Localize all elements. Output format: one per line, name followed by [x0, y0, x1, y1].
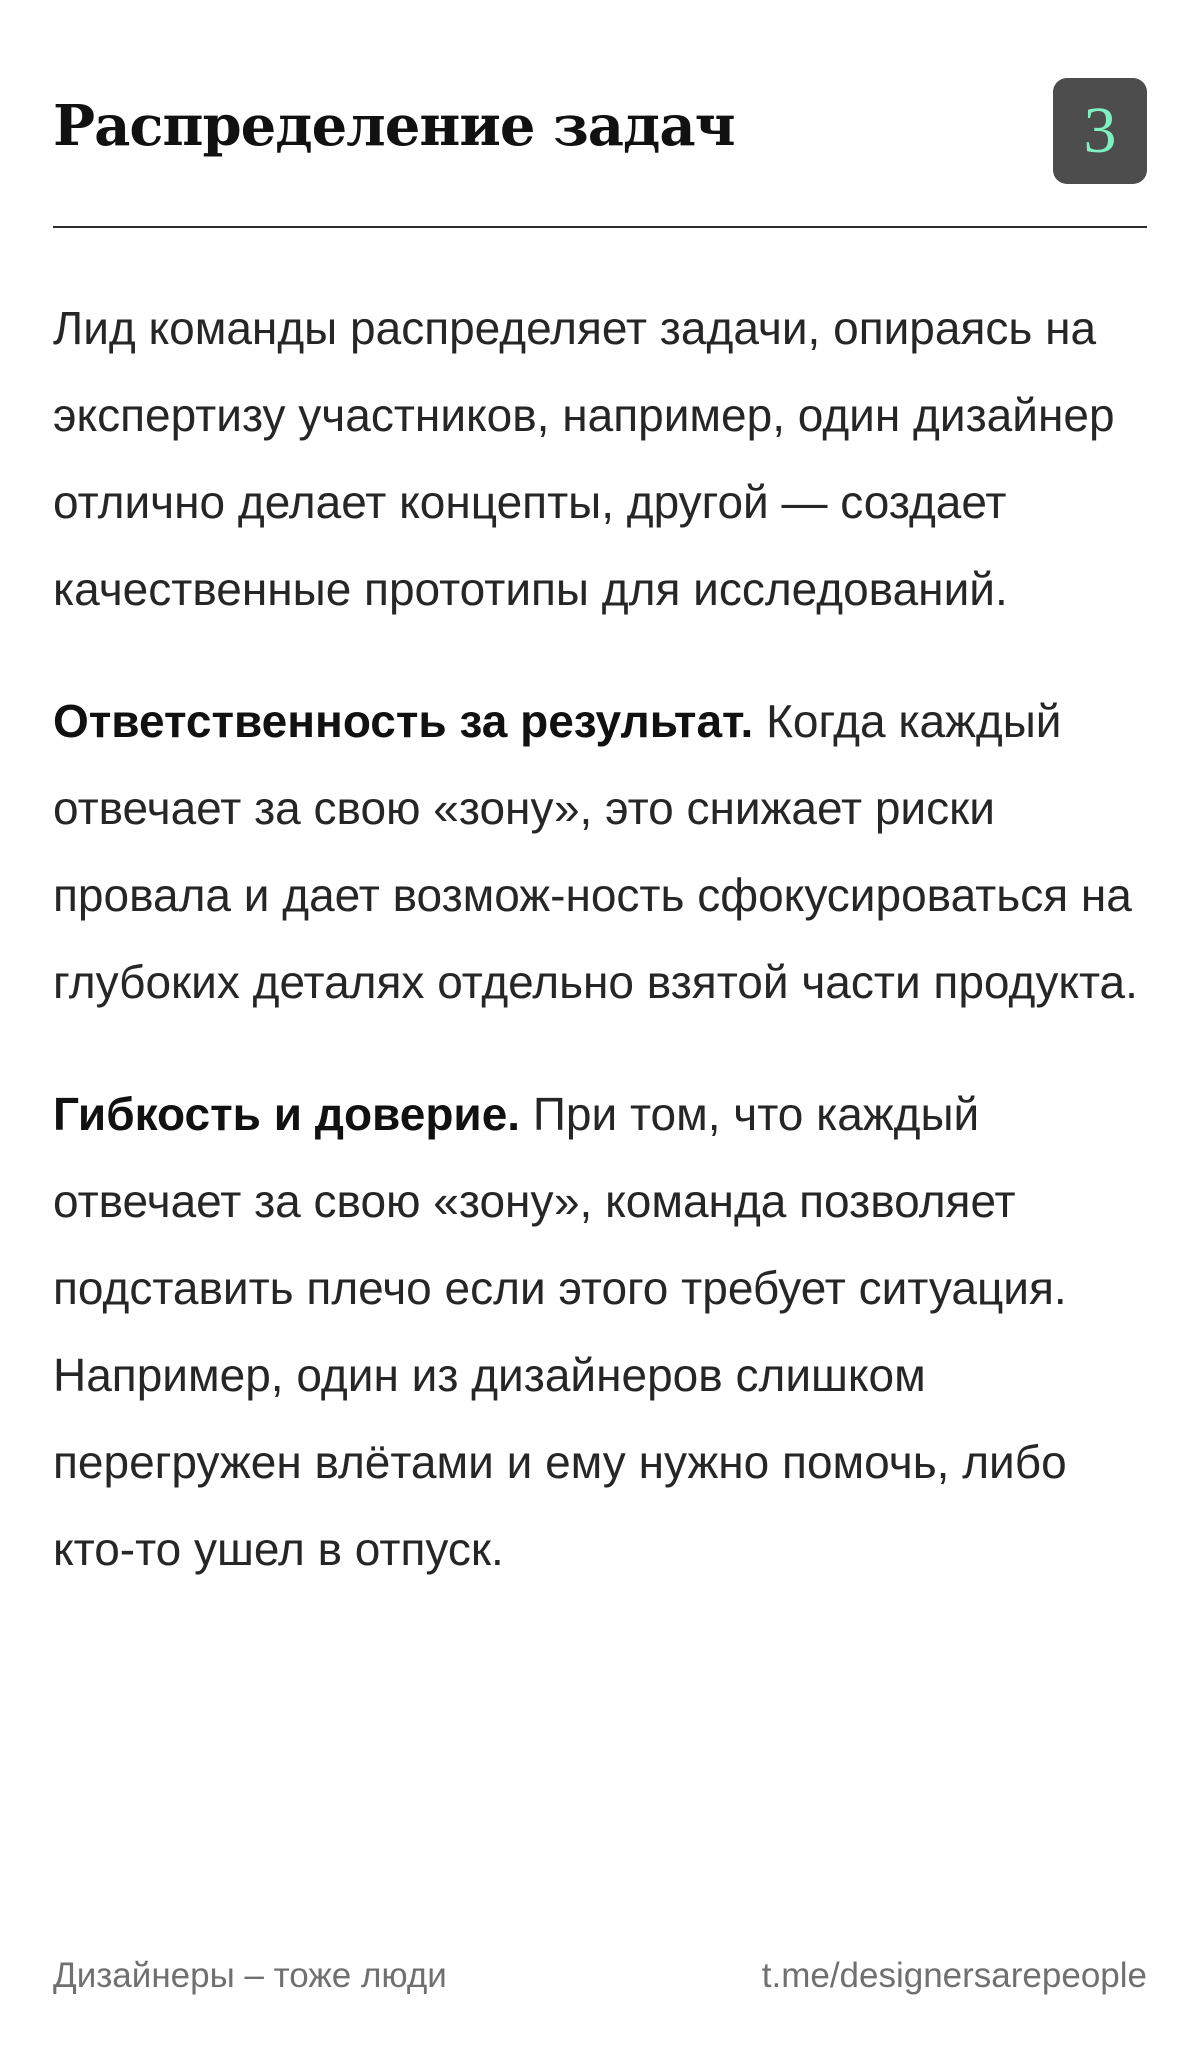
paragraph-flexibility-text: При том, что каждый отвечает за свою «зону», команда позволяет подставить плечо если этого требует ситуация. Например, один из дизайнеров слишком перегружен влётами и ему нужно помочь, либо кто-то ушел в отпуск. — [53, 1088, 1067, 1575]
paragraph-responsibility-lead: Ответственность за результат. — [53, 695, 754, 747]
page-title: Распределение задач — [53, 93, 735, 159]
page — [53, 0, 1147, 2066]
paragraph-intro-text: Лид команды распределяет задачи, опираясь на экспертизу участников, например, один дизайнер отлично делает концепты, другой — создает качественные прототипы для исследований. — [53, 302, 1115, 615]
page-number: 3 — [1083, 94, 1117, 167]
page-number-badge — [1053, 78, 1147, 184]
paragraph-intro — [53, 285, 1147, 633]
paragraph-flexibility-lead: Гибкость и доверие. — [53, 1088, 521, 1140]
header-divider — [53, 226, 1147, 228]
article-body — [53, 285, 1147, 1638]
paragraph-responsibility — [53, 678, 1147, 1026]
footer-channel-name: Дизайнеры – тоже люди — [53, 1956, 447, 1995]
footer-channel-link[interactable]: t.me/designersarepeople — [761, 1956, 1147, 1995]
header — [53, 78, 1147, 186]
paragraph-responsibility-text: Когда каждый отвечает за свою «зону», это снижает риски провала и дает возмож-ность сфокусироваться на глубоких деталях отдельно взятой части продукта. — [53, 695, 1138, 1008]
footer — [53, 1956, 1147, 2006]
paragraph-flexibility — [53, 1071, 1147, 1593]
